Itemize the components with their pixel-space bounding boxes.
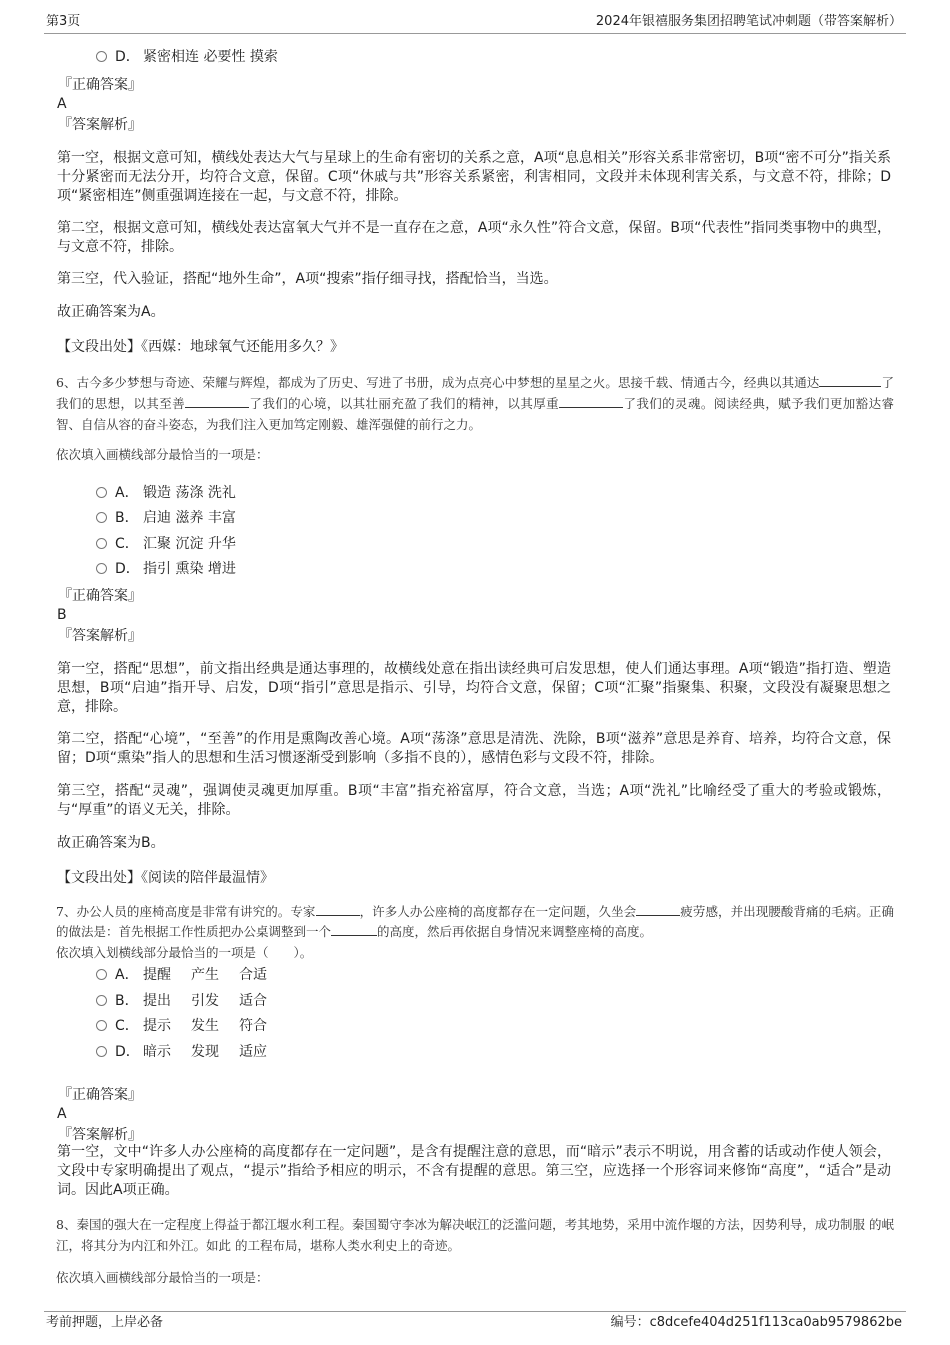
radio-icon[interactable] xyxy=(96,538,107,549)
q5-analysis-p2: 第二空，根据文意可知，横线处表达富氧大气并不是一直存在之意，A项“永久性”符合文意，保留。B项“代表性”指同类事物中的典型，与文意不符，排除。 xyxy=(57,220,891,255)
q7-prompt: 依次填入划横线部分最恰当的一项是（ ）。 xyxy=(56,945,313,960)
radio-icon[interactable] xyxy=(96,995,107,1006)
q6-stem: 6、古今多少梦想与奇迹、荣耀与辉煌，都成为了历史、写进了书册，成为点亮心中梦想的星星之火。思接千载、情通古今，经典以其通达 了我们的思想，以其至善 了我们的心境，以其壮丽充盈了我们的精神，以其厚重 了我们的灵魂。阅读经典，赋予我们更加豁达睿智、自信从容的奋斗姿态，为我们注入更加笃定刚毅、雄浑强健的前行之力。 xyxy=(56,375,894,432)
radio-icon[interactable] xyxy=(96,1046,107,1057)
q6-option-b[interactable]: B． 启迪 滋养 丰富 xyxy=(96,507,236,529)
q7-option-d[interactable]: D． 暗示 发现 适应 xyxy=(96,1041,267,1063)
q5-source: 【文段出处】《西媒：地球氧气还能用多久？》 xyxy=(57,339,344,355)
q7-correct-answer-label: 『正确答案』 xyxy=(58,1087,142,1103)
page-footer xyxy=(44,1311,906,1334)
q7-analysis-label: 『答案解析』 xyxy=(58,1127,142,1143)
q7-analysis-p1: 第一空，文中“许多人办公座椅的高度都存在一定问题”，是含有提醒注意的意思，而“暗示”表示不明说，用含蓄的话或动作使人领会，文段中专家明确提出了观点，“提示”指给予相应的明示，不含有提醒的意思。第三空，应选择一个形容词来修饰“高度”，“适合”是动词。因此A项正确。 xyxy=(57,1144,891,1198)
q6-analysis-p1: 第一空，搭配“思想”，前文指出经典是通达事理的，故横线处意在指出读经典可启发思想，使人们通达事理。A项“锻造”指打造、塑造思想，B项“启迪”指开导、启发，D项“指引”意思是指示、引导，均符合文意，保留；C项“汇聚”指聚集、积聚，文段没有凝聚思想之意，排除。 xyxy=(57,661,891,715)
radio-icon[interactable] xyxy=(96,487,107,498)
q7-option-c[interactable]: C． 提示 发生 符合 xyxy=(96,1015,267,1037)
q5-analysis-label: 『答案解析』 xyxy=(58,117,142,133)
page-number: 第3页 xyxy=(46,14,81,29)
radio-icon[interactable] xyxy=(96,512,107,523)
radio-icon[interactable] xyxy=(96,563,107,574)
q5-analysis-p4: 故正确答案为A。 xyxy=(57,304,165,320)
document-title: 2024年银禧服务集团招聘笔试冲刺题（带答案解析） xyxy=(595,14,902,29)
q6-analysis-p4: 故正确答案为B。 xyxy=(57,835,165,851)
q6-analysis-label: 『答案解析』 xyxy=(58,628,142,644)
q7-option-a[interactable]: A． 提醒 产生 合适 xyxy=(96,964,267,986)
q6-source: 【文段出处】《阅读的陪伴最温情》 xyxy=(57,870,274,886)
q6-option-d[interactable]: D． 指引 熏染 增进 xyxy=(96,558,236,580)
q6-answer: B xyxy=(57,607,67,623)
q7-answer: A xyxy=(57,1106,67,1122)
q8-stem: 8、秦国的强大在一定程度上得益于都江堰水利工程。秦国蜀守李冰为解决岷江的泛滥问题，考其地势，采用中流作堰的方法，因势利导，成功制服 的岷江，将其分为内江和外江。如此 的工程布局，堪称人类水利史上的奇迹。 xyxy=(56,1217,894,1253)
document-id: 编号：c8dcefe404d251f113ca0ab9579862be xyxy=(610,1315,902,1330)
radio-icon[interactable] xyxy=(96,51,107,62)
q6-correct-answer-label: 『正确答案』 xyxy=(58,588,142,604)
q5-analysis-p1: 第一空，根据文意可知，横线处表达大气与星球上的生命有密切的关系之意，A项“息息相关”形容关系非常密切，B项“密不可分”指关系十分紧密而无法分开，均符合文意，保留。C项“休戚与共”形容关系紧密，利害相同，文段并未体现利害关系，与文意不符，排除；D项“紧密相连”侧重强调连接在一起，与文意不符，排除。 xyxy=(57,150,891,204)
q6-prompt: 依次填入画横线部分最恰当的一项是： xyxy=(56,447,269,462)
radio-icon[interactable] xyxy=(96,969,107,980)
q5-analysis-p3: 第三空，代入验证，搭配“地外生命”，A项“搜索”指仔细寻找，搭配恰当，当选。 xyxy=(57,271,558,287)
q5-correct-answer-label: 『正确答案』 xyxy=(58,77,142,93)
q6-analysis-p2: 第二空，搭配“心境”，“至善”的作用是熏陶改善心境。A项“荡涤”意思是清洗、洗除，B项“滋养”意思是养育、培养，均符合文意，保留；D项“熏染”指人的思想和生活习惯逐渐受到影响（多指不良的），感情色彩与文段不符，排除。 xyxy=(57,731,891,766)
q6-option-a[interactable]: A． 锻造 荡涤 洗礼 xyxy=(96,482,236,504)
q6-option-c[interactable]: C． 汇聚 沉淀 升华 xyxy=(96,533,236,555)
q7-option-b[interactable]: B． 提出 引发 适合 xyxy=(96,990,267,1012)
radio-icon[interactable] xyxy=(96,1020,107,1031)
q6-analysis-p3: 第三空，搭配“灵魂”，强调使灵魂更加厚重。B项“丰富”指充裕富厚，符合文意，当选；A项“洗礼”比喻经受了重大的考验或锻炼，与“厚重”的语义无关，排除。 xyxy=(57,783,891,818)
q8-prompt: 依次填入画横线部分最恰当的一项是： xyxy=(56,1270,269,1285)
q5-option-d[interactable]: D． 紧密相连 必要性 摸索 xyxy=(96,46,278,68)
page-header xyxy=(44,11,906,34)
footer-slogan: 考前押题，上岸必备 xyxy=(46,1315,164,1330)
q7-stem: 7、办公人员的座椅高度是非常有讲究的。专家 ，许多人办公座椅的高度都存在一定问题，久坐会 疲劳感，并出现腰酸背痛的毛病。正确的做法是：首先根据工作性质把办公桌调整到一个 的高度，然后再依据自身情况来调整座椅的高度。 xyxy=(56,904,894,939)
q5-answer: A xyxy=(57,96,67,112)
